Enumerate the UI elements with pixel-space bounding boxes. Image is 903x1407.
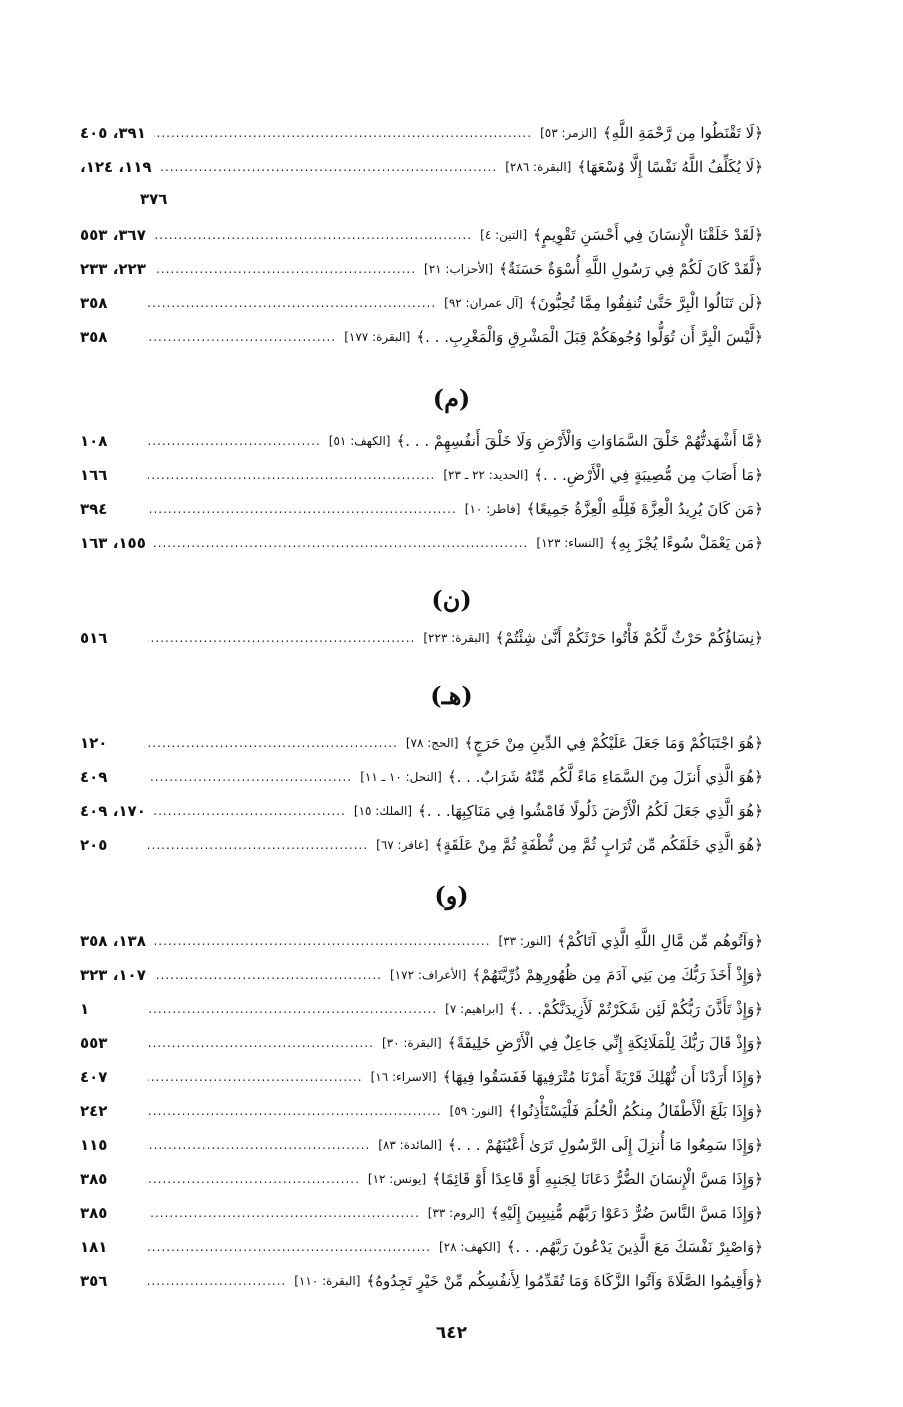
verse-text: ﴿وَإِذَا بَلَغَ الْأَطْفَالُ مِنكُمُ الْحُلُمَ فَلْيَسْتَأْذِنُوا﴾ [508, 1102, 763, 1120]
verse-reference: [يونس: ١٢] [367, 1172, 427, 1186]
verse-reference: [النساء: ١٢٣] [536, 536, 604, 550]
leader-dots [148, 1274, 286, 1288]
index-entry [80, 1060, 763, 1094]
verse-text: ﴿وَإِذْ قَالَ رَبُّكَ لِلْمَلَائِكَةِ إِنِّي جَاعِلٌ فِي الْأَرْضِ خَلِيفَةً﴾ [447, 1034, 763, 1052]
verse-text: ﴿لَن تَنَالُوا الْبِرَّ حَتَّىٰ تُنفِقُوا مِمَّا تُحِبُّونَ﴾ [529, 294, 763, 312]
index-entry [80, 526, 763, 560]
page-numbers: ٥٥٣ [80, 1034, 108, 1052]
verse-text: ﴿لَا يُكَلِّفُ اللَّهُ نَفْسًا إِلَّا وُسْعَهَا﴾ [577, 158, 763, 176]
section-heading-waw: (و) [434, 881, 469, 910]
leader-dots [148, 1206, 420, 1220]
page-numbers: ١ [80, 1000, 90, 1018]
index-entry-continuation [80, 184, 763, 218]
page-numbers: ١١٥ [80, 1136, 108, 1154]
index-entry [80, 218, 763, 252]
leader-dots [154, 968, 382, 982]
verse-text: ﴿وَآتُوهُم مِّن مَّالِ اللَّهِ الَّذِي آتَاكُمْ﴾ [557, 932, 763, 950]
leader-dots [154, 934, 491, 948]
leader-dots [154, 126, 532, 140]
section-waw [80, 924, 763, 1298]
leader-dots [148, 502, 457, 516]
verse-text: ﴿وَإِذَا أَرَدْنَا أَن نُّهْلِكَ قَرْيَةً أَمَرْنَا مُتْرَفِيهَا فَفَسَقُوا فِيهَا﴾ [442, 1068, 763, 1086]
leader-dots [154, 804, 346, 818]
leader-dots [148, 736, 398, 750]
index-entry [80, 1026, 763, 1060]
section-heading-ha: (هـ) [430, 681, 473, 710]
verse-text: ﴿لَقَدْ خَلَقْنَا الْإِنسَانَ فِي أَحْسَنِ تَقْوِيمٍ﴾ [533, 226, 763, 244]
verse-reference: [البقرة: ٢٢٣] [423, 631, 490, 645]
page-numbers: ١٨١ [80, 1238, 108, 1256]
page-numbers: ٤٠٧ [80, 1068, 108, 1086]
leader-dots [154, 262, 416, 276]
index-entry [80, 1230, 763, 1264]
page-numbers: ٣٥٦ [80, 1272, 108, 1290]
verse-text: ﴿مَّا أَشْهَدتُّهُمْ خَلْقَ السَّمَاوَاتِ وَالْأَرْضِ وَلَا خَلْقَ أَنفُسِهِمْ . . .﴾ [396, 432, 763, 450]
index-entry [80, 828, 763, 862]
verse-text: ﴿وَإِذْ تَأَذَّنَ رَبُّكُمْ لَئِن شَكَرْتُمْ لَأَزِيدَنَّكُمْ. . .﴾ [509, 1000, 763, 1018]
index-entry [80, 252, 763, 286]
page-numbers: ٣٥٨ [80, 294, 108, 312]
verse-text: ﴿هُوَ الَّذِي جَعَلَ لَكُمُ الْأَرْضَ ذَلُولًا فَامْشُوا فِي مَنَاكِبِهَا. . .﴾ [418, 802, 763, 820]
page-number: ٦٤٢ [435, 1323, 468, 1343]
verse-text: ﴿هُوَ الَّذِي خَلَقَكُم مِّن تُرَابٍ ثُمَّ مِن نُّطْفَةٍ ثُمَّ مِنْ عَلَقَةٍ﴾ [434, 836, 763, 854]
verse-text: ﴿وَإِذَا مَسَّ الْإِنسَانَ الضُّرُّ دَعَانَا لِجَنبِهِ أَوْ قَاعِدًا أَوْ قَائِمًا﴾ [432, 1170, 763, 1188]
page-numbers: ٣٦٧، ٥٥٣ [80, 226, 146, 244]
index-entry [80, 458, 763, 492]
verse-reference: [الزمر: ٥٣] [540, 126, 597, 140]
index-entry [80, 1128, 763, 1162]
verse-reference: [النحل: ١٠ ـ ١١] [360, 770, 442, 784]
page-numbers: ٢٤٢ [80, 1102, 108, 1120]
leader-dots [148, 1138, 370, 1152]
index-entry [80, 992, 763, 1026]
page-numbers: ٣٨٥ [80, 1204, 108, 1222]
page-numbers: ٣٨٥ [80, 1170, 108, 1188]
verse-text: ﴿لَّقَدْ كَانَ لَكُمْ فِي رَسُولِ اللَّهِ أُسْوَةٌ حَسَنَةٌ﴾ [499, 260, 763, 278]
index-entry [80, 116, 763, 150]
leader-dots [148, 1002, 437, 1016]
section-heading-mim: (م) [432, 384, 471, 413]
index-entry [80, 958, 763, 992]
index-entry [80, 286, 763, 320]
index-entry [80, 1196, 763, 1230]
verse-reference: [النور: ٥٩] [449, 1104, 503, 1118]
verse-text: ﴿نِسَاؤُكُمْ حَرْثٌ لَّكُمْ فَأْتُوا حَرْثَكُمْ أَنَّىٰ شِئْتُمْ﴾ [495, 629, 763, 647]
verse-reference: [البقرة: ٢٨٦] [505, 160, 572, 174]
leader-dots [148, 330, 336, 344]
page-numbers: ٣٩٤ [80, 500, 108, 518]
page-numbers: ١٦٦ [80, 466, 108, 484]
index-entry [80, 492, 763, 526]
page-numbers: ٥١٦ [80, 629, 108, 647]
index-entry [80, 424, 763, 458]
page-numbers: ٣٥٨ [80, 328, 108, 346]
verse-text: ﴿مَن يَعْمَلْ سُوءًا يُجْزَ بِهِ﴾ [609, 534, 763, 552]
verse-reference: [آل عمران: ٩٢] [444, 296, 523, 310]
leader-dots [148, 1104, 442, 1118]
verse-text: ﴿مَن كَانَ يُرِيدُ الْعِزَّةَ فَلِلَّهِ الْعِزَّةُ جَمِيعًا﴾ [526, 500, 763, 518]
index-entry [80, 1094, 763, 1128]
verse-reference: [الحديد: ٢٢ ـ ٢٣] [443, 468, 529, 482]
verse-reference: [الكهف: ٥١] [328, 434, 391, 448]
index-entry [80, 621, 763, 655]
verse-reference: [المائدة: ٨٣] [378, 1138, 442, 1152]
section-lam [80, 116, 763, 354]
index-entry [80, 760, 763, 794]
page-numbers: ١٣٨، ٣٥٨ [80, 932, 146, 950]
verse-reference: [التين: ٤] [480, 228, 528, 242]
page-numbers: ٤٠٩ [80, 768, 108, 786]
page-numbers: ١٧٠، ٤٠٩ [80, 802, 146, 820]
verse-text: ﴿وَإِذْ أَخَذَ رَبُّكَ مِن بَنِي آدَمَ مِن ظُهُورِهِمْ ذُرِّيَّتَهُمْ﴾ [472, 966, 763, 984]
leader-dots [148, 631, 415, 645]
verse-reference: [الكهف: ٢٨] [439, 1240, 501, 1254]
index-entry [80, 924, 763, 958]
section-mim [80, 424, 763, 560]
verse-text: ﴿وَإِذَا سَمِعُوا مَا أُنزِلَ إِلَى الرَّسُولِ تَرَىٰ أَعْيُنَهُمْ . . .﴾ [447, 1136, 763, 1154]
verse-reference: [غافر: ٦٧] [376, 838, 429, 852]
verse-text: ﴿لَا تَقْنَطُوا مِن رَّحْمَةِ اللَّهِ﴾ [602, 124, 763, 142]
page-numbers: ٣٩١، ٤٠٥ [80, 124, 146, 142]
page-numbers: ١٥٥، ١٦٣ [80, 534, 146, 552]
leader-dots [148, 1070, 363, 1084]
verse-text: ﴿وَاصْبِرْ نَفْسَكَ مَعَ الَّذِينَ يَدْعُونَ رَبَّهُم. . .﴾ [506, 1238, 763, 1256]
leader-dots [148, 296, 436, 310]
verse-reference: [البقرة: ١٧٧] [344, 330, 411, 344]
page-numbers: ١٠٨ [80, 432, 108, 450]
leader-dots [148, 838, 368, 852]
index-entry [80, 726, 763, 760]
leader-dots [148, 1172, 360, 1186]
page-numbers: ١٢٠ [80, 734, 108, 752]
leader-dots [148, 468, 435, 482]
verse-text: ﴿وَإِذَا مَسَّ النَّاسَ ضُرٌّ دَعَوْا رَبَّهُم مُّنِيبِينَ إِلَيْهِ﴾ [490, 1204, 763, 1222]
verse-reference: [الأعراف: ١٧٢] [389, 968, 467, 982]
leader-dots [160, 160, 498, 174]
verse-reference: [الحج: ٧٨] [405, 736, 459, 750]
page-numbers: ٣٧٦ [140, 190, 168, 208]
verse-text: ﴿لَّيْسَ الْبِرَّ أَن تُوَلُّوا وُجُوهَكُمْ قِبَلَ الْمَشْرِقِ وَالْمَغْرِبِ. . .﴾ [416, 328, 763, 346]
verse-text: ﴿وَأَقِيمُوا الصَّلَاةَ وَآتُوا الزَّكَاةَ وَمَا تُقَدِّمُوا لِأَنفُسِكُم مِّنْ خَيْرٍ تَجِدُوهُ﴾ [366, 1272, 763, 1290]
verse-reference: [النور: ٣٣] [498, 934, 552, 948]
verse-text: ﴿هُوَ اجْتَبَاكُمْ وَمَا جَعَلَ عَلَيْكُمْ فِي الدِّينِ مِنْ حَرَجٍ﴾ [464, 734, 763, 752]
index-entry [80, 1264, 763, 1298]
verse-reference: [ابراهيم: ٧] [445, 1002, 504, 1016]
leader-dots [154, 536, 529, 550]
page-numbers: ٢٠٥ [80, 836, 108, 854]
verse-reference: [البقرة: ١١٠] [294, 1274, 361, 1288]
index-entry [80, 320, 763, 354]
verse-reference: [الاسراء: ١٦] [370, 1070, 437, 1084]
section-nun [80, 621, 763, 655]
leader-dots [148, 1036, 374, 1050]
verse-reference: [البقرة: ٣٠] [381, 1036, 442, 1050]
leader-dots [148, 770, 352, 784]
verse-text: ﴿مَا أَصَابَ مِن مُّصِيبَةٍ فِي الْأَرْضِ. . .﴾ [534, 466, 763, 484]
leader-dots [148, 434, 321, 448]
verse-reference: [الملك: ١٥] [353, 804, 413, 818]
index-entry [80, 150, 763, 184]
index-entry [80, 794, 763, 828]
page-numbers: ١٠٧، ٣٢٣ [80, 966, 146, 984]
verse-reference: [فاطر: ١٠] [464, 502, 521, 516]
section-heading-nun: (ن) [431, 585, 472, 614]
verse-reference: [الأحزاب: ٢١] [424, 262, 493, 276]
index-entry [80, 1162, 763, 1196]
verse-reference: [الروم: ٣٣] [427, 1206, 485, 1220]
leader-dots [148, 1240, 431, 1254]
page-numbers: ١١٩، ١٢٤، [80, 158, 152, 176]
page-numbers: ٢٢٣، ٢٣٣ [80, 260, 146, 278]
verse-text: ﴿هُوَ الَّذِي أَنزَلَ مِنَ السَّمَاءِ مَاءً لَّكُم مِّنْهُ شَرَابٌ. . .﴾ [447, 768, 763, 786]
leader-dots [154, 228, 472, 242]
section-ha [80, 726, 763, 862]
